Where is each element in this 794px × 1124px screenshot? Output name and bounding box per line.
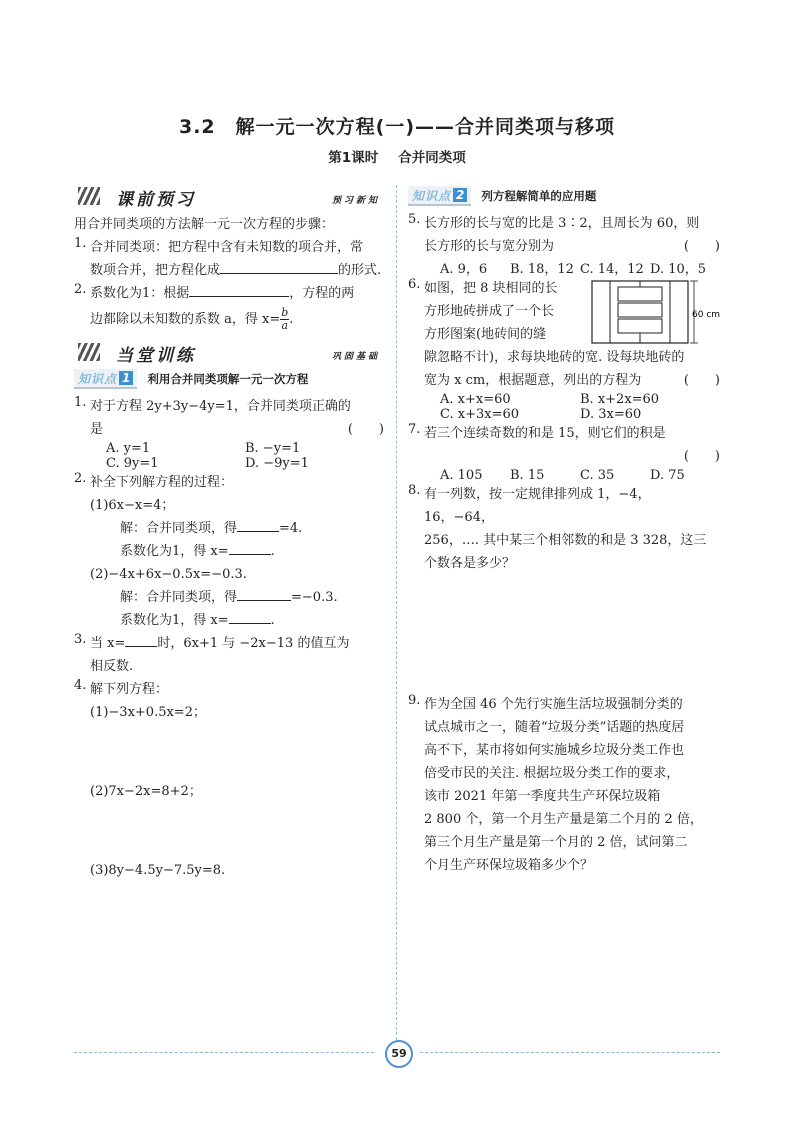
question-8 [408,483,720,575]
item-number: 9. [408,693,421,708]
item-number: 1. [74,236,87,251]
option-a[interactable]: A. x+x=60 [440,392,511,407]
item-number: 1. [74,395,87,410]
question-1 [74,395,384,471]
page-title: 3.2 解一元一次方程(一)——合并同类项与移项 [178,116,616,138]
q2-part-1: (1)6x−x=4； [90,498,175,513]
answer-space[interactable] [90,724,384,780]
q6-line-4: 隙忽略不计)，求每块地砖的宽. 设每块地砖的 [424,350,685,365]
q9-line-6: 2 800 个，第一个月生产量是第二个月的 2 倍， [424,812,703,827]
q4-part-3: (3)8y−4.5y−7.5y=8. [90,863,226,878]
preview-banner [74,185,384,210]
item-number: 2. [74,471,87,486]
option-d[interactable]: D. 75 [650,468,685,483]
option-c[interactable]: C. 14，12 [580,262,644,277]
page-number: 59 [385,1040,413,1068]
q9-line-1: 作为全国 46 个先行实施生活垃圾强制分类的 [424,697,683,712]
q9-line-7: 第三个月生产量是第一个月的 2 倍，试问第二 [424,835,688,850]
q9-line-8: 个月生产环保垃圾箱多少个？ [424,858,594,873]
option-b[interactable]: B. x+2x=60 [580,392,660,407]
knowledge-point-1 [74,369,384,389]
option-b[interactable]: B. 15 [510,468,545,483]
dimension-label: 60 cm [692,310,720,320]
preview-intro: 用合并同类项的方法解一元一次方程的步骤： [74,217,335,232]
question-6 [408,277,720,422]
step1-line1: 合并同类项：把方程中含有未知数的项合并，常 [90,240,364,255]
q1-options [90,441,384,456]
q9-line-3: 高不下，某市将如何实施城乡垃圾分类工作也 [424,743,685,758]
q3-stem-2: 相反数. [90,659,134,674]
item-number: 8. [408,483,421,498]
q8-line-3: 个数各是多少？ [424,556,516,571]
q6-line-1: 如图，把 8 块相同的长 [424,281,558,296]
q3-stem: 当 x= 时，6x+1 与 −2x−13 的值互为 [90,632,384,655]
option-d[interactable]: D. −9y=1 [245,456,309,471]
q8-line-2: 256，…. 其中某三个相邻数的和是 3 328，这三 [424,533,707,548]
answer-bracket[interactable]: ( ) [683,373,720,388]
option-c[interactable]: C. 35 [580,468,615,483]
answer-blank[interactable] [237,586,291,601]
kp-title: 列方程解简单的应用题 [481,189,597,203]
q9-line-5: 该市 2021 年第一季度共生产环保垃圾箱 [424,789,661,804]
kp-tag: 知识点 1 [74,369,137,389]
option-a[interactable]: A. y=1 [106,441,151,456]
training-banner [74,341,384,366]
stripes-icon [78,187,100,205]
item-number: 2. [74,282,87,297]
option-c[interactable]: C. 9y=1 [106,456,159,471]
question-4 [74,678,384,882]
q2-1-coefficient: 系数化为1，得 x= . [90,540,384,563]
banner-subtitle: 巩固基础 [331,352,380,362]
answer-blank[interactable] [125,632,157,647]
column-divider [396,185,397,1040]
preview-step-2 [74,282,384,335]
lesson-subtitle [0,146,794,166]
q7-bracket-line [424,445,720,468]
q1-stem: 对于方程 2y+3y−4y=1，合并同类项正确的 [90,399,351,414]
answer-blank[interactable] [229,540,271,555]
q4-part-2: (2)7x−2x=8+2； [90,784,202,799]
q7-stem: 若三个连续奇数的和是 15，则它们的积是 [424,426,666,441]
knowledge-point-2 [408,186,720,206]
footer-rule-left [74,1052,374,1053]
question-9 [408,693,720,877]
question-7 [408,422,720,483]
lesson-title: 合并同类项 [398,150,466,166]
q2-stem: 补全下列解方程的过程： [90,475,234,490]
q6-line-5: 宽为 x cm，根据题意，列出的方程为 ( ) [424,369,720,392]
q8-line-1: 有一列数，按一定规律排列成 1，−4，16，−64， [424,487,651,525]
option-d[interactable]: D. 3x=60 [580,407,642,422]
q6-line-2: 方形地砖拼成了一个长 [424,304,555,319]
fraction: $\frac{b}{a}$ [281,306,289,332]
item-number: 6. [408,277,421,292]
left-column [74,185,384,882]
q6-line-3: 方形图案(地砖间的缝 [424,327,547,342]
option-b[interactable]: B. −y=1 [245,441,301,456]
answer-bracket[interactable]: ( ) [683,239,720,254]
option-a[interactable]: A. 9，6 [440,262,488,277]
q6-options [424,392,720,407]
tile-diagram [590,279,720,345]
kp-title: 利用合并同类项解一元一次方程 [147,372,309,386]
item-number: 5. [408,212,421,227]
q5-options [424,258,720,277]
q7-options [424,468,720,483]
q4-part-1: (1)−3x+0.5x=2； [90,705,206,720]
q6-options [424,407,720,422]
answer-space[interactable] [408,575,720,693]
item-number: 7. [408,422,421,437]
q1-stem-2: 是 ( ) [90,418,384,441]
q2-2-solution: 解：合并同类项，得 =−0.3. [90,586,384,609]
banner-title: 课前预习 [116,190,196,210]
kp-tag: 知识点 2 [408,186,471,206]
q2-2-coefficient: 系数化为1，得 x= . [90,609,384,632]
question-5 [408,212,720,277]
stripes-icon [78,343,100,361]
q1-options [90,456,384,471]
answer-bracket[interactable]: ( ) [347,422,384,437]
step1-line2: 数项合并，把方程化成 的形式. [90,259,384,282]
banner-subtitle: 预习新知 [331,196,380,206]
answer-blank[interactable] [229,609,271,624]
answer-blank[interactable] [220,259,338,274]
answer-space[interactable] [90,803,384,859]
q4-stem: 解下列方程： [90,682,169,697]
tile-figure [590,279,720,349]
step2-line2: 边都除以未知数的系数 a，得 x= $\frac{b}{a}$ . [90,306,294,332]
option-a[interactable]: A. 105 [440,468,483,483]
footer-rule-right [420,1052,720,1053]
right-column [408,185,720,877]
q2-part-2: (2)−4x+6x−0.5x=−0.3. [90,567,247,582]
answer-blank[interactable] [237,517,279,532]
option-b[interactable]: B. 18，12 [510,262,574,277]
question-2 [74,471,384,632]
preview-step-1 [74,236,384,282]
answer-blank[interactable] [189,282,289,297]
option-d[interactable]: D. 10，5 [650,262,707,277]
step2-line1: 系数化为1：根据 ，方程的两 [90,282,384,305]
banner-title: 当堂训练 [116,346,196,366]
q9-line-4: 倍受市民的关注. 根据垃圾分类工作的要求， [424,766,680,781]
option-c[interactable]: C. x+3x=60 [440,407,520,422]
item-number: 3. [74,632,87,647]
q5-stem-2: 长方形的长与宽分别为 ( ) [424,235,720,258]
question-3 [74,632,384,678]
answer-bracket[interactable]: ( ) [683,449,720,464]
q9-line-2: 试点城市之一，随着“垃圾分类”话题的热度居 [424,720,685,735]
item-number: 4. [74,678,87,693]
lesson-number: 第1课时 [328,150,379,166]
q2-1-solution: 解：合并同类项，得 =4. [90,517,384,540]
q5-stem: 长方形的长与宽的比是 3∶2，且周长为 60，则 [424,216,700,231]
